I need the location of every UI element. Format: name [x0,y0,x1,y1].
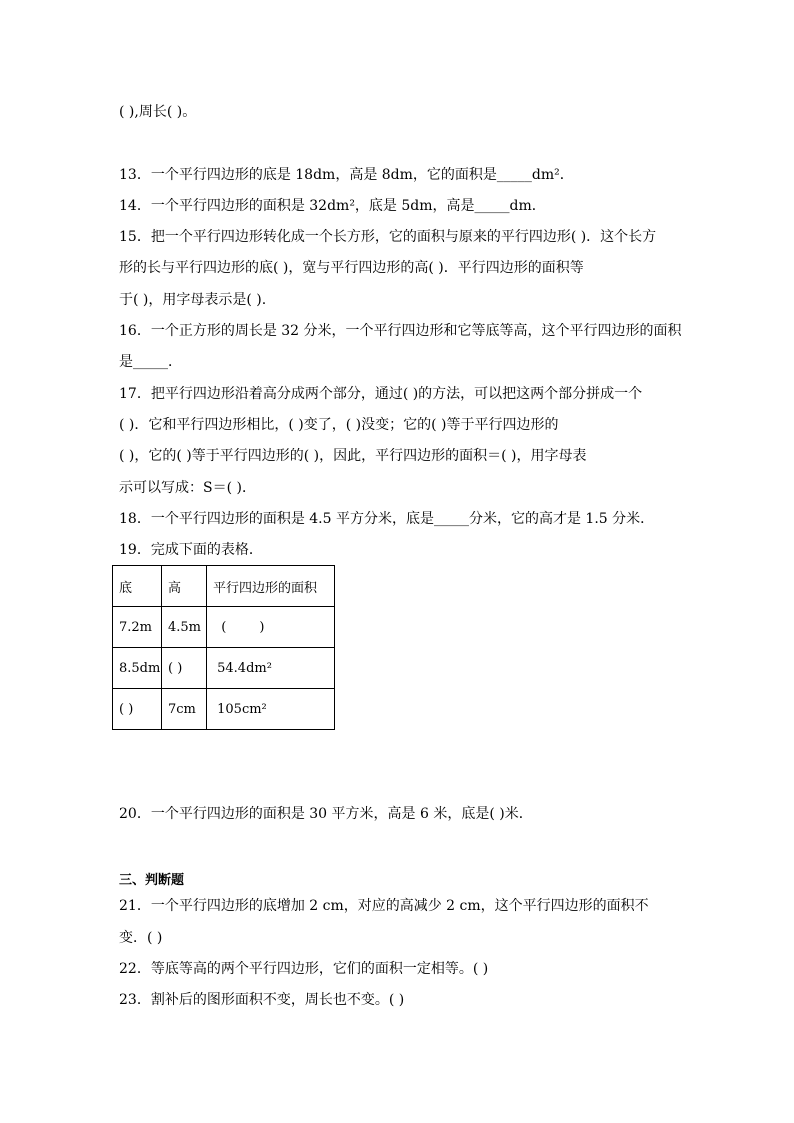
table-cell: ( ) [113,689,162,730]
q18-text: 18．一个平行四边形的面积是 4.5 平方分米，底是_____分米，它的高才是 1.5 分米． [119,511,655,527]
table-row [113,607,335,648]
q21-line-2: 变．( ) [119,930,163,946]
table-row [113,689,335,730]
q17-line-3: ( )，它的( )等于平行四边形的( )，因此，平行四边形的面积＝( )，用字母表 [119,448,587,464]
q14-text: 14．一个平行四边形的面积是 32dm²，底是 5dm，高是_____dm． [119,198,546,214]
table-cell: 54.4dm² [207,648,335,689]
q16-line-1: 16．一个正方形的周长是 32 分米，一个平行四边形和它等底等高，这个平行四边形的面积 [119,323,682,339]
q15-line-2: 形的长与平行四边形的底( )，宽与平行四边形的高( )．平行四边形的面积等 [119,260,584,276]
table-header-cell: 高 [162,566,207,607]
table-cell: 7.2m [113,607,162,648]
table-row [113,648,335,689]
table-cell: ( ) [162,648,207,689]
q13-text: 13．一个平行四边形的底是 18dm，高是 8dm，它的面积是_____dm²． [119,167,574,183]
q19-text: 19．完成下面的表格． [119,542,263,558]
q19-table [112,565,335,730]
q20-text: 20．一个平行四边形的面积是 30 平方米，高是 6 米，底是( )米． [119,806,533,822]
q17-line-2: ( )．它和平行四边形相比，( )变了，( )没变；它的( )等于平行四边形的 [119,417,559,433]
q16-line-2: 是_____． [119,354,182,370]
q12-tail: ( ),周长( )。 [119,104,197,120]
table-header-cell: 底 [113,566,162,607]
q17-line-4: 示可以写成：S＝( )． [119,480,256,496]
section-heading-judgment: 三、判断题 [119,873,185,888]
table-header-row [113,566,335,607]
q23-text: 23．割补后的图形面积不变，周长也不变。( ) [119,992,405,1008]
q15-line-3: 于( )，用字母表示是( ). [119,292,267,308]
table-cell: 7cm [162,689,207,730]
q21-line-1: 21．一个平行四边形的底增加 2 cm，对应的高减少 2 cm，这个平行四边形的面积不 [119,898,649,914]
q22-text: 22．等底等高的两个平行四边形，它们的面积一定相等。( ) [119,961,489,977]
table-header-cell: 平行四边形的面积 [207,566,335,607]
table-cell: 8.5dm [113,648,162,689]
table-cell: 105cm² [207,689,335,730]
q15-line-1: 15．把一个平行四边形转化成一个长方形，它的面积与原来的平行四边形( )．这个长方 [119,229,657,245]
table-cell: ( ) [207,607,335,648]
table-cell: 4.5m [162,607,207,648]
q17-line-1: 17．把平行四边形沿着高分成两个部分，通过( )的方法，可以把这两个部分拼成一个 [119,386,643,402]
